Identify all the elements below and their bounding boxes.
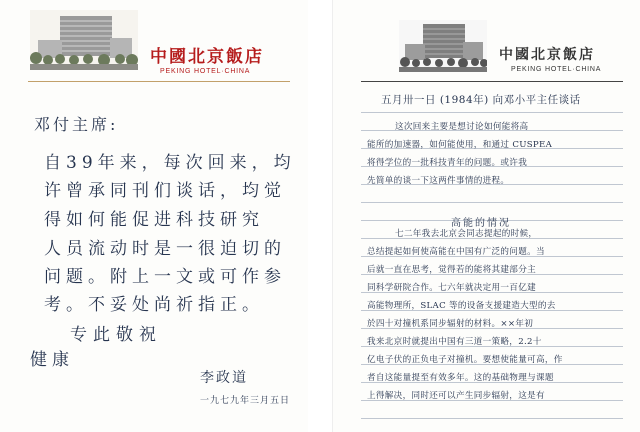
notes-line: 亿电子伏的正负电子对撞机。要想使能量可高，作 xyxy=(367,355,563,365)
letter-body-line: 得如何能促进科技研究 xyxy=(44,210,264,230)
hotel-name-chinese: 中國北京飯店 xyxy=(499,47,595,63)
notes-line: 总结提起如何使高能在中国有广泛的问题。当 xyxy=(367,247,545,257)
hotel-name-english: PEKING HOTEL·CHINA xyxy=(511,66,602,73)
notes-line: 将得学位的一批科技青年的问题。或许我 xyxy=(367,158,528,168)
notes-line: 七二年我去北京会同志提起的时候， xyxy=(395,229,538,239)
hotel-name-chinese: 中國北京飯店 xyxy=(150,47,264,67)
notes-heading: 五月卅一日 (1984年) 向邓小平主任谈话 xyxy=(381,94,581,106)
notes-line: 同科学研院合作。七六年就决定用一百亿建 xyxy=(367,283,536,293)
guide-line xyxy=(361,112,623,113)
notes-line: 者自这能量提至有效多年。这的基础物理与课题 xyxy=(367,373,554,383)
letter-closing: 专此敬祝 xyxy=(70,325,162,345)
hotel-building-illustration xyxy=(30,10,138,70)
notes-line: 我来北京时就提出中国有三道一策略，2.2十 xyxy=(367,337,542,347)
letter-body-line: 考。不妥处尚祈指正。 xyxy=(44,295,264,315)
guide-line xyxy=(361,418,623,419)
notes-line: 先简单的谈一下这两件事情的进程。 xyxy=(367,176,510,186)
hotel-name-english: PEKING HOTEL·CHINA xyxy=(160,68,251,75)
letter-wish: 健康 xyxy=(30,350,74,370)
hotel-building-illustration xyxy=(399,20,487,72)
guide-line xyxy=(361,202,623,203)
letter-body-line: 自39年来，每次回来，均 xyxy=(44,153,296,173)
letter-body-line: 人员流动时是一很迫切的 xyxy=(44,239,286,259)
letterhead-rule xyxy=(28,81,290,82)
notes-line: 后就一直在思考，觉得若的能将其建部分主 xyxy=(367,265,536,275)
notes-section-heading: 高能的情况 xyxy=(451,218,511,229)
notes-line: 高能物理所，SLAC 等的设备支援建造大型的去 xyxy=(367,301,556,311)
notes-line: 能所的加速器，如何能使用，和通过 CUSPEA xyxy=(367,140,553,150)
notes-line: 这次回来主要是想讨论如何能将高 xyxy=(395,122,529,132)
letter-date: 一九七九年三月五日 xyxy=(200,396,291,406)
letterhead-rule xyxy=(361,81,623,82)
letter-signature: 李政道 xyxy=(200,370,248,386)
letter-salutation: 邓付主席: xyxy=(34,115,119,134)
left-letter-sheet xyxy=(0,0,308,432)
notes-line: 於四十对撞机系同步辐射的材料。××年初 xyxy=(367,319,534,329)
letter-body-line: 问题。附上一文或可作参 xyxy=(44,267,286,287)
letter-body-line: 许曾承同刊们谈话，均觉 xyxy=(44,181,286,201)
notes-line: 上得解决，同时还可以产生同步辐射，这是有 xyxy=(367,391,545,401)
right-letter-sheet xyxy=(332,0,640,432)
